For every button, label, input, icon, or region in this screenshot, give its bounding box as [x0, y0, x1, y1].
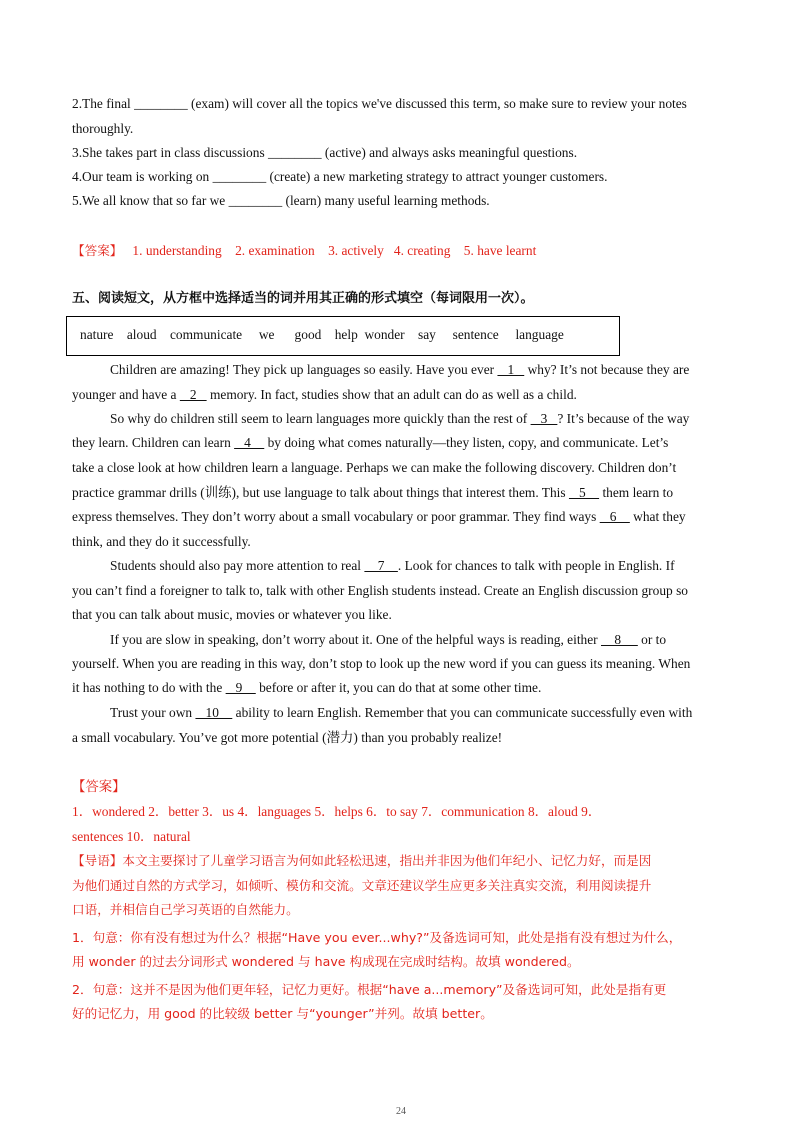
guide-line: 【导语】本文主要探讨了儿童学习语言为何如此轻松迅速，指出并非因为他们年纪小、记忆力好，而是因 — [72, 853, 652, 868]
blank-9[interactable]: 9 — [225, 680, 256, 695]
blank-4[interactable]: 4 — [234, 435, 265, 450]
blank-7[interactable]: 7 — [364, 558, 398, 573]
page-number: 24 — [396, 1106, 406, 1117]
answer-line: sentences 10．natural — [72, 829, 191, 844]
answer-line: 1．wondered 2．better 3．us 4．languages 5．helps 6．to say 7．communication 8．aloud 9． — [72, 804, 602, 819]
answer-item: 3. actively — [328, 243, 384, 258]
passage-line: Trust your own 10 ability to learn English. Remember that you can communicate successfully even with — [110, 705, 693, 720]
word-bank-box — [66, 316, 620, 356]
exercise-line-4: 4.Our team is working on ________ (create) a new marketing strategy to attract younger customers. — [72, 169, 608, 184]
blank-2[interactable]: 2 — [179, 387, 207, 402]
answer-item: 4. creating — [393, 243, 451, 258]
passage-line: practice grammar drills (训练), but use language to talk about things that interest them. This 5 them learn to — [72, 485, 674, 500]
guide-line: 口语，并相信自己学习英语的自然能力。 — [72, 902, 299, 917]
passage-line: that you can talk about music, movies or whatever you like. — [72, 607, 392, 622]
blank-3[interactable]: 3 — [530, 411, 558, 426]
word-bank: nature aloud communicate we good help wonder say sentence language — [80, 327, 564, 342]
passage-line: younger and have a 2 memory. In fact, studies show that an adult can do as well as a child. — [72, 387, 577, 402]
blank-10[interactable]: 10 — [195, 705, 233, 720]
answer-label: 【答案】 — [72, 780, 126, 795]
section-heading: 五、阅读短文，从方框中选择适当的词并用其正确的形式填空（每词限用一次）。 — [72, 291, 534, 306]
explanation-line: 2．句意：这并不是因为他们更年轻，记忆力更好。根据“have a...memory”及备选词可知，此处是指有更 — [72, 982, 667, 997]
answer-label: 【答案】 — [72, 243, 123, 258]
explanation-line: 好的记忆力，用 good 的比较级 better 与“younger”并列。故填 better。 — [72, 1006, 493, 1021]
passage-line: Students should also pay more attention to real 7 . Look for chances to talk with people in English. If — [110, 558, 675, 573]
blank-6[interactable]: 6 — [599, 509, 630, 524]
blank-5[interactable]: 5 — [568, 485, 600, 500]
passage-line: take a close look at how children learn a language. Perhaps we can make the following discovery. Children don’t — [72, 460, 677, 475]
blank[interactable]: ________ — [134, 96, 188, 111]
passage-line: Children are amazing! They pick up languages so easily. Have you ever 1 why? It’s not because they are — [110, 362, 690, 377]
exercise-line-2-cont: thoroughly. — [72, 121, 134, 136]
explanation-line: 1．句意：你有没有想过为什么？根据“Have you ever...why?”及备选词可知，此处是指有没有想过为什么， — [72, 930, 682, 945]
passage-line: yourself. When you are reading in this way, don’t stop to look up the new word if you can guess its meaning. When — [72, 656, 691, 671]
passage-line: you can’t find a foreigner to talk to, talk with other English students instead. Create an English discussion group so — [72, 583, 688, 598]
blank-1[interactable]: 1 — [497, 362, 525, 377]
exercise-line-5: 5.We all know that so far we ________ (learn) many useful learning methods. — [72, 193, 490, 208]
passage-line: a small vocabulary. You’ve got more potential (潜力) than you probably realize! — [72, 730, 503, 745]
passage-line: So why do children still seem to learn languages more quickly than the rest of 3 ? It’s because of the way — [110, 411, 690, 426]
answer-item: 1. understanding — [132, 243, 222, 258]
answer-line-1 — [72, 242, 536, 260]
guide-line: 为他们通过自然的方式学习，如倾听、模仿和交流。文章还建议学生应更多关注真实交流，利用阅读提升 — [72, 878, 652, 893]
exercise-line-3: 3.She takes part in class discussions ________ (active) and always asks meaningful questions. — [72, 145, 578, 160]
answer-item: 5. have learnt — [463, 243, 537, 258]
blank[interactable]: ________ — [268, 145, 322, 160]
exercise-line-2: 2.The final ________ (exam) will cover all the topics we've discussed this term, so make sure to review your notes — [72, 96, 687, 111]
explanation-line: 用 wonder 的过去分词形式 wondered 与 have 构成现在完成时结构。故填 wondered。 — [72, 954, 580, 969]
blank[interactable]: ________ — [228, 193, 283, 208]
blank-8[interactable]: 8 — [601, 632, 638, 647]
passage-line: it has nothing to do with the 9 before or after it, you can do that at some other time. — [72, 680, 542, 695]
passage-line: If you are slow in speaking, don’t worry about it. One of the helpful ways is reading, either 8 or to — [110, 632, 667, 647]
passage-line: they learn. Children can learn 4 by doing what comes naturally—they listen, copy, and communicate. Let’s — [72, 435, 669, 450]
blank[interactable]: ________ — [212, 169, 267, 184]
answer-item: 2. examination — [235, 243, 315, 258]
passage-line: express themselves. They don’t worry about a small vocabulary or poor grammar. They find ways 6 what they — [72, 509, 686, 524]
passage-line: think, and they do it successfully. — [72, 534, 251, 549]
